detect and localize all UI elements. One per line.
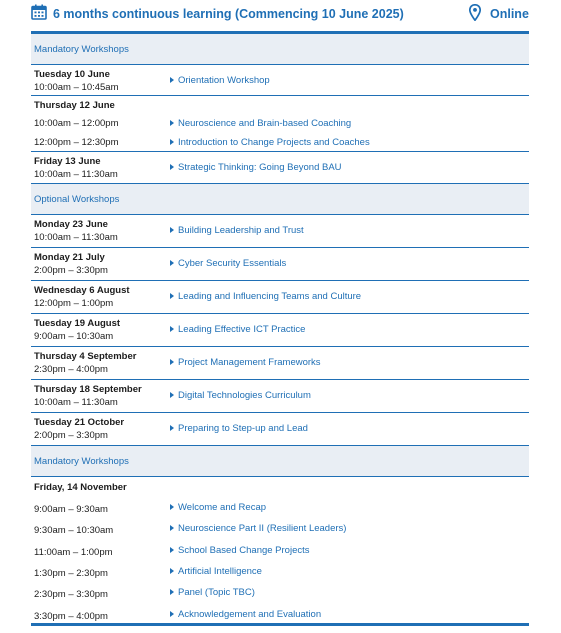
caret-right-icon: [170, 359, 174, 365]
row-day: Monday 23 June: [34, 219, 108, 230]
schedule-row: [31, 347, 529, 380]
caret-right-icon: [170, 77, 174, 83]
bottom-divider: [31, 623, 529, 626]
schedule-row: [31, 314, 529, 347]
row-day: Thursday 18 September: [34, 384, 142, 395]
caret-right-icon: [170, 139, 174, 145]
program-title: 6 months continuous learning (Commencing 10 June 2025): [53, 7, 404, 21]
workshop-link[interactable]: [170, 390, 311, 401]
row-time: 9:00am – 10:30am: [34, 331, 114, 342]
caret-right-icon: [170, 164, 174, 170]
workshop-link[interactable]: [170, 118, 351, 129]
workshop-label: Leading Effective ICT Practice: [178, 324, 306, 335]
workshop-link[interactable]: [170, 324, 305, 335]
row-time: 2:30pm – 4:00pm: [34, 364, 108, 375]
row-time: 9:30am – 10:30am: [34, 525, 114, 536]
row-time: 3:30pm – 4:00pm: [34, 611, 108, 622]
workshop-link[interactable]: [170, 291, 361, 302]
calendar-icon: [31, 4, 47, 20]
schedule-row: [31, 248, 529, 281]
row-time: 2:30pm – 3:30pm: [34, 589, 108, 600]
schedule-row: [31, 413, 529, 446]
workshop-link[interactable]: [170, 587, 255, 598]
row-day: Thursday 4 September: [34, 351, 137, 362]
workshop-label: Welcome and Recap: [178, 502, 267, 513]
row-day: Friday, 14 November: [34, 482, 127, 493]
workshop-link[interactable]: [170, 75, 270, 86]
row-time: 12:00pm – 12:30pm: [34, 137, 119, 148]
delivery-mode: Online: [490, 7, 529, 21]
row-time: 10:00am – 11:30am: [34, 232, 118, 243]
workshop-link[interactable]: [170, 545, 310, 556]
caret-right-icon: [170, 425, 174, 431]
workshop-link[interactable]: [170, 523, 346, 534]
row-time: 2:00pm – 3:30pm: [34, 430, 108, 441]
row-time: 10:00am – 10:45am: [34, 82, 119, 93]
caret-right-icon: [170, 568, 174, 574]
schedule-row: [31, 380, 529, 413]
row-day: Monday 21 July: [34, 252, 105, 263]
row-day: Tuesday 21 October: [34, 417, 125, 428]
workshop-link[interactable]: [170, 566, 262, 577]
schedule-row: [31, 152, 529, 184]
caret-right-icon: [170, 504, 174, 510]
map-pin-icon: [469, 4, 481, 21]
row-time: 2:00pm – 3:30pm: [34, 265, 108, 276]
workshop-link[interactable]: [170, 225, 304, 236]
caret-right-icon: [170, 525, 174, 531]
schedule-table: [31, 34, 529, 628]
caret-right-icon: [170, 547, 174, 553]
workshop-label: Artificial Intelligence: [178, 566, 262, 577]
row-day: Wednesday 6 August: [34, 285, 130, 296]
workshop-label: Acknowledgement and Evaluation: [178, 609, 322, 620]
workshop-label: School Based Change Projects: [178, 545, 310, 556]
row-day: Friday 13 June: [34, 156, 101, 167]
caret-right-icon: [170, 589, 174, 595]
row-time: 9:00am – 9:30am: [34, 504, 108, 515]
schedule-row: [31, 96, 529, 152]
section-title: Mandatory Workshops: [34, 456, 129, 467]
workshop-label: Building Leadership and Trust: [178, 225, 304, 236]
program-header: [31, 0, 529, 32]
workshop-label: Project Management Frameworks: [178, 357, 321, 368]
workshop-label: Preparing to Step-up and Lead: [178, 423, 308, 434]
workshop-link[interactable]: [170, 137, 370, 148]
row-time: 10:00am – 11:30am: [34, 169, 118, 180]
section-header: [31, 34, 529, 65]
row-time: 10:00am – 12:00pm: [34, 118, 119, 129]
caret-right-icon: [170, 326, 174, 332]
workshop-label: Cyber Security Essentials: [178, 258, 287, 269]
workshop-label: Orientation Workshop: [178, 75, 270, 86]
row-day: Tuesday 19 August: [34, 318, 121, 329]
caret-right-icon: [170, 260, 174, 266]
section-header: [31, 446, 529, 477]
caret-right-icon: [170, 227, 174, 233]
row-time: 11:00am – 1:00pm: [34, 547, 113, 558]
workshop-label: Panel (Topic TBC): [178, 587, 255, 598]
workshop-label: Neuroscience and Brain-based Coaching: [178, 118, 352, 129]
caret-right-icon: [170, 392, 174, 398]
workshop-label: Leading and Influencing Teams and Culture: [178, 291, 362, 302]
workshop-link[interactable]: [170, 162, 342, 173]
workshop-label: Neuroscience Part II (Resilient Leaders): [178, 523, 347, 534]
row-day: Thursday 12 June: [34, 100, 115, 111]
row-day: Tuesday 10 June: [34, 69, 110, 80]
row-time: 12:00pm – 1:00pm: [34, 298, 114, 309]
caret-right-icon: [170, 293, 174, 299]
workshop-label: Introduction to Change Projects and Coaches: [178, 137, 370, 148]
workshop-label: Digital Technologies Curriculum: [178, 390, 311, 401]
row-time: 1:30pm – 2:30pm: [34, 568, 108, 579]
workshop-link[interactable]: [170, 357, 321, 368]
caret-right-icon: [170, 120, 174, 126]
schedule-row: [31, 477, 529, 628]
workshop-link[interactable]: [170, 258, 286, 269]
schedule-row: [31, 215, 529, 248]
section-title: Mandatory Workshops: [34, 44, 129, 55]
schedule-row: [31, 281, 529, 314]
section-header: [31, 184, 529, 215]
workshop-label: Strategic Thinking: Going Beyond BAU: [178, 162, 342, 173]
caret-right-icon: [170, 611, 174, 617]
workshop-link[interactable]: [170, 502, 266, 513]
workshop-link[interactable]: [170, 423, 308, 434]
row-time: 10:00am – 11:30am: [34, 397, 118, 408]
section-title: Optional Workshops: [34, 194, 120, 205]
schedule-row: [31, 65, 529, 96]
workshop-link[interactable]: [170, 609, 321, 620]
